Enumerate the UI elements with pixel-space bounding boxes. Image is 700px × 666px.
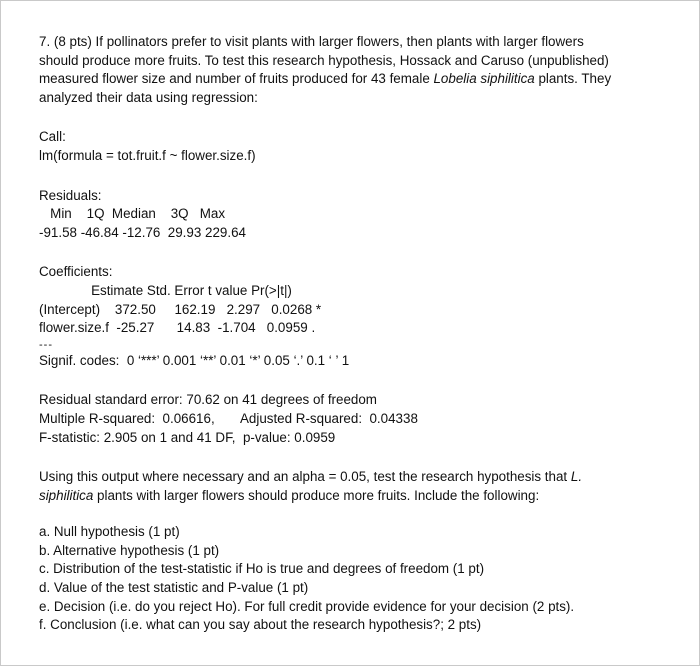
residuals-label: Residuals: [39, 187, 102, 203]
instruction-text: Using this output where necessary and an alpha = 0.05, test the research hypothesis that [39, 469, 571, 485]
f-statistic: F-statistic: 2.905 on 1 and 41 DF, p-value: 0.0959 [39, 429, 336, 445]
instruction-line [39, 487, 669, 506]
call-formula: lm(formula = tot.fruit.f ~ flower.size.f) [39, 147, 256, 163]
species-name: L. [570, 469, 583, 485]
coefficient-row-intercept: (Intercept) 372.50 162.19 2.297 0.0268 * [39, 301, 322, 317]
part-item: b. Alternative hypothesis (1 pt) [39, 542, 220, 558]
residual-standard-error: Residual standard error: 70.62 on 41 degrees of freedom [39, 392, 377, 408]
instruction-line [39, 468, 669, 487]
regression-output [39, 128, 669, 447]
intro-line: should produce more fruits. To test this research hypothesis, Hossack and Caruso (unpublished) [39, 52, 609, 68]
intro-line [39, 70, 669, 89]
part-item: f. Conclusion (i.e. what can you say about the research hypothesis?; 2 pts) [39, 617, 482, 633]
part-item: a. Null hypothesis (1 pt) [39, 524, 180, 540]
intro-text: plants. They [534, 71, 612, 87]
residuals-values: -91.58 -46.84 -12.76 29.93 229.64 [39, 224, 246, 240]
intro-text: measured flower size and number of fruits produced for 43 female [39, 71, 434, 87]
signif-codes: Signif. codes: 0 ‘***’ 0.001 ‘**’ 0.01 ‘*’ 0.05 ‘.’ 0.1 ‘ ’ 1 [39, 352, 350, 368]
coefficients-header: Estimate Std. Error t value Pr(>|t|) [39, 282, 292, 298]
question-parts [39, 523, 669, 635]
residuals-header: Min 1Q Median 3Q Max [39, 206, 226, 222]
part-item: c. Distribution of the test-statistic if Ho is true and degrees of freedom (1 pt) [39, 561, 485, 577]
separator: --- [39, 338, 53, 351]
part-item: d. Value of the test statistic and P-value (1 pt) [39, 580, 309, 596]
instruction-text: plants with larger flowers should produce more fruits. Include the following: [93, 487, 540, 503]
species-name: siphilitica [39, 487, 94, 503]
intro-line: 7. (8 pts) If pollinators prefer to visit plants with larger flowers, then plants with larger flowers [39, 34, 584, 49]
intro-line: analyzed their data using regression: [39, 89, 258, 105]
part-item: e. Decision (i.e. do you reject Ho). For full credit provide evidence for your decision (2 pts). [39, 598, 575, 614]
instructions [39, 468, 669, 505]
question-intro [39, 33, 669, 107]
coefficients-label: Coefficients: [39, 264, 113, 280]
question-content [39, 33, 669, 635]
r-squared: Multiple R-squared: 0.06616, Adjusted R-squared: 0.04338 [39, 410, 418, 426]
coefficient-row-flower-size: flower.size.f -25.27 14.83 -1.704 0.0959 . [39, 320, 316, 336]
species-name: Lobelia siphilitica [433, 71, 535, 87]
call-label: Call: [39, 129, 66, 145]
